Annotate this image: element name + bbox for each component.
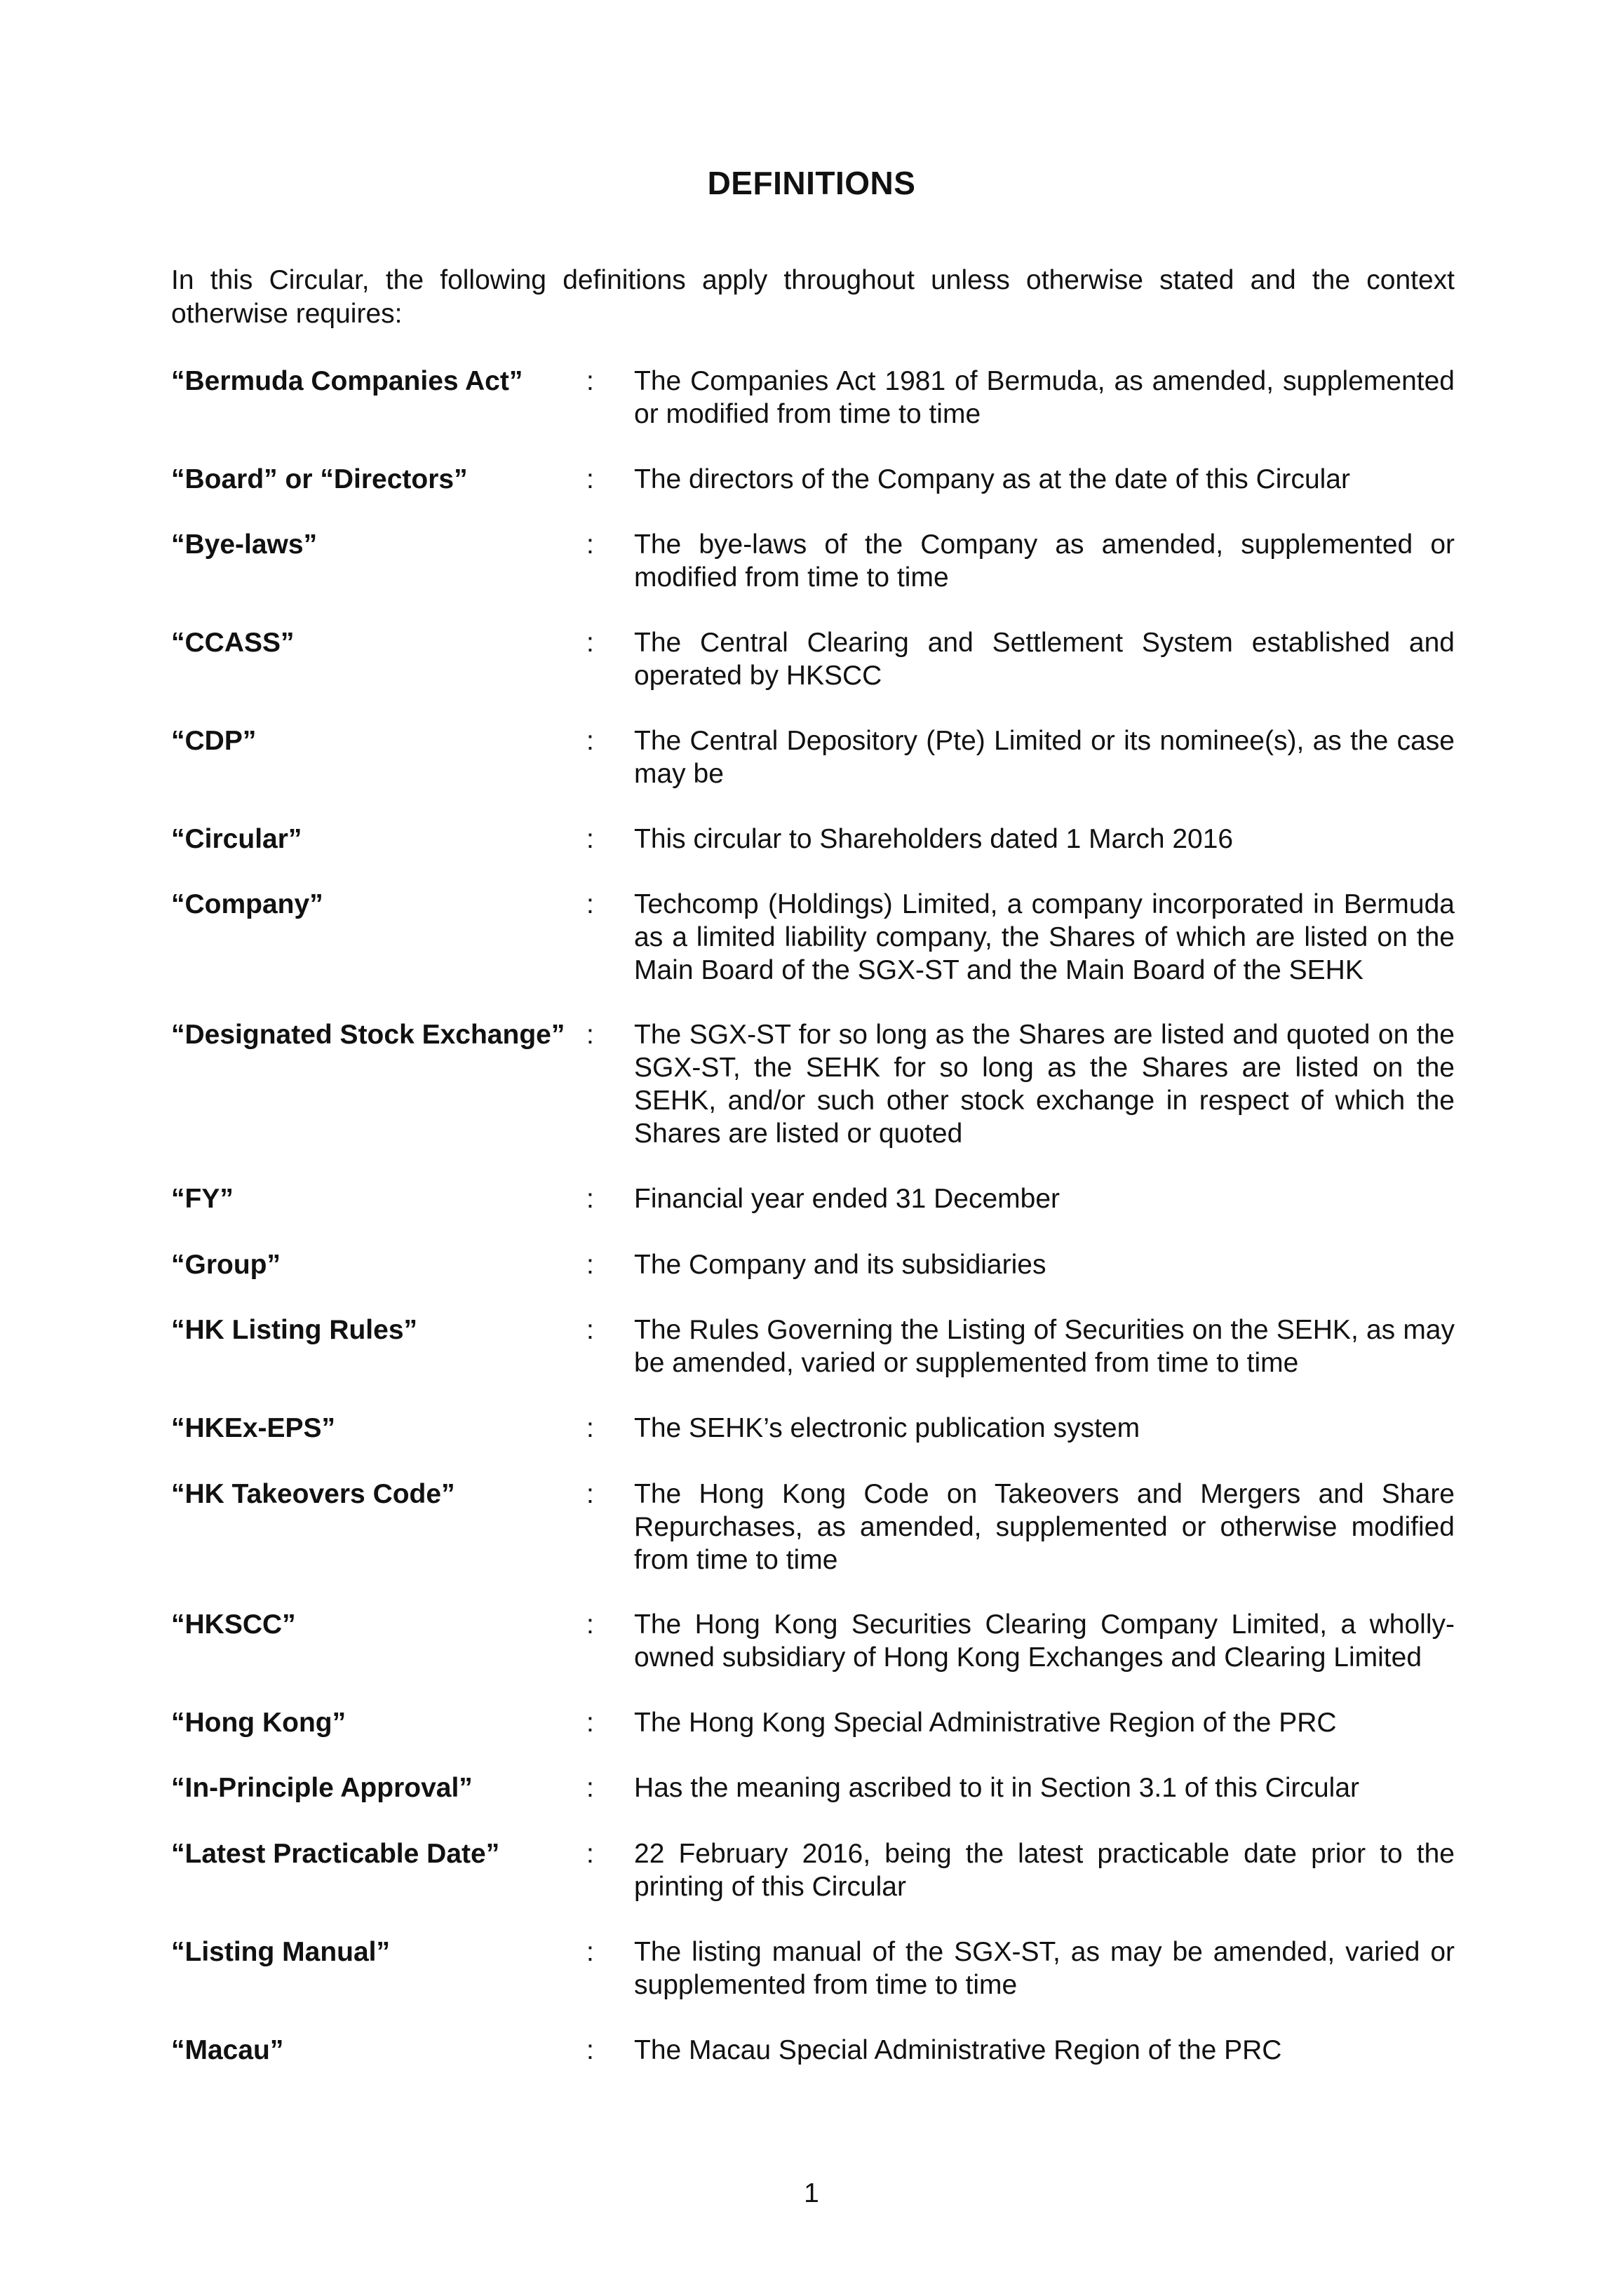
definition-meaning: The listing manual of the SGX-ST, as may be amended, varied or supplemented from time to time — [634, 1937, 1455, 2000]
definition-colon: : — [586, 1184, 594, 1214]
definition-meaning: Has the meaning ascribed to it in Section 3.1 of this Circular — [634, 1773, 1360, 1803]
definition-term: “HK Listing Rules” — [171, 1315, 418, 1345]
definition-colon: : — [586, 1773, 594, 1803]
definition-term: “Macau” — [171, 2035, 284, 2065]
definition-colon: : — [586, 1413, 594, 1443]
definition-term: “In-Principle Approval” — [171, 1773, 473, 1803]
definition-meaning: The Hong Kong Securities Clearing Company Limited, a wholly-owned subsidiary of Hong Kong Exchanges and Clearing Limited — [634, 1609, 1455, 1673]
definition-colon: : — [586, 1020, 594, 1050]
definition-term: “Hong Kong” — [171, 1708, 346, 1738]
definition-term: “HK Takeovers Code” — [171, 1479, 455, 1509]
definition-meaning: The directors of the Company as at the date of this Circular — [634, 464, 1350, 494]
definition-colon: : — [586, 1479, 594, 1509]
definition-meaning: The SGX-ST for so long as the Shares are listed and quoted on the SGX-ST, the SEHK for so long as the Shares are listed on the SEHK, and/or such other stock exchange in respect of which the Shares are listed or quoted — [634, 1020, 1455, 1149]
definition-term: “Designated Stock Exchange” — [171, 1020, 565, 1050]
definition-colon: : — [586, 2035, 594, 2065]
definition-term: “Bermuda Companies Act” — [171, 366, 523, 396]
definition-term: “HKEx-EPS” — [171, 1413, 336, 1443]
definition-colon: : — [586, 1839, 594, 1869]
definition-meaning: The bye-laws of the Company as amended, supplemented or modified from time to time — [634, 529, 1455, 593]
definition-meaning: The Hong Kong Code on Takeovers and Mergers and Share Repurchases, as amended, supplemented or otherwise modified from time to time — [634, 1479, 1455, 1575]
intro-paragraph: In this Circular, the following definitions apply throughout unless otherwise stated and the context otherwise requires: — [171, 265, 1455, 329]
definition-meaning: The Companies Act 1981 of Bermuda, as amended, supplemented or modified from time to time — [634, 366, 1455, 429]
definition-term: “Bye-laws” — [171, 529, 318, 560]
definition-meaning: 22 February 2016, being the latest practicable date prior to the printing of this Circular — [634, 1839, 1455, 1902]
definition-term: “Company” — [171, 889, 323, 919]
definition-colon: : — [586, 529, 594, 560]
definition-meaning: The Rules Governing the Listing of Securities on the SEHK, as may be amended, varied or supplemented from time to time — [634, 1315, 1455, 1378]
definition-colon: : — [586, 628, 594, 658]
definition-meaning: The Central Depository (Pte) Limited or its nominee(s), as the case may be — [634, 726, 1455, 789]
page-number: 1 — [804, 2178, 819, 2208]
definition-term: “Circular” — [171, 824, 302, 854]
definition-meaning: Techcomp (Holdings) Limited, a company incorporated in Bermuda as a limited liability company, the Shares of which are listed on the Main Board of the SGX-ST and the Main Board of the SEHK — [634, 889, 1455, 985]
page-title: DEFINITIONS — [707, 165, 916, 201]
definition-colon: : — [586, 1609, 594, 1640]
definition-colon: : — [586, 1937, 594, 1967]
definition-meaning: Financial year ended 31 December — [634, 1184, 1060, 1214]
definition-term: “Group” — [171, 1250, 281, 1280]
definition-term: “HKSCC” — [171, 1609, 296, 1640]
definition-colon: : — [586, 1250, 594, 1280]
definition-meaning: This circular to Shareholders dated 1 March 2016 — [634, 824, 1234, 854]
definition-colon: : — [586, 889, 594, 919]
definition-meaning: The SEHK’s electronic publication system — [634, 1413, 1140, 1443]
definition-colon: : — [586, 726, 594, 756]
definition-colon: : — [586, 1708, 594, 1738]
definition-term: “Listing Manual” — [171, 1937, 390, 1967]
definition-colon: : — [586, 366, 594, 396]
definition-term: “FY” — [171, 1184, 234, 1214]
definition-colon: : — [586, 1315, 594, 1345]
definition-colon: : — [586, 464, 594, 494]
definition-term: “Board” or “Directors” — [171, 464, 468, 494]
definition-colon: : — [586, 824, 594, 854]
definition-term: “Latest Practicable Date” — [171, 1839, 500, 1869]
definition-meaning: The Macau Special Administrative Region of the PRC — [634, 2035, 1282, 2065]
definition-meaning: The Hong Kong Special Administrative Region of the PRC — [634, 1708, 1337, 1738]
definition-term: “CCASS” — [171, 628, 295, 658]
definition-term: “CDP” — [171, 726, 257, 756]
definition-meaning: The Central Clearing and Settlement System established and operated by HKSCC — [634, 628, 1455, 691]
definition-meaning: The Company and its subsidiaries — [634, 1250, 1046, 1280]
